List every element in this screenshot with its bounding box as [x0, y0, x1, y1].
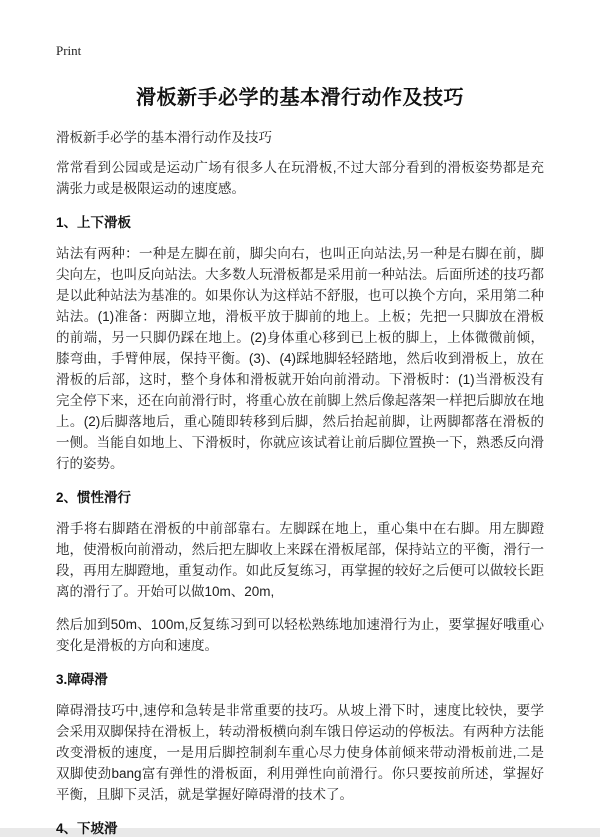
- section-2-paragraph-2: 然后加到50m、100m,反复练习到可以轻松熟练地加速滑行为止，要掌握好哦重心变化是滑板的方向和速度。: [56, 617, 544, 653]
- page-title: 滑板新手必学的基本滑行动作及技巧: [136, 87, 464, 109]
- section-heading-2: 2、惯性滑行: [56, 490, 132, 505]
- section-heading-3: 3.障碍滑: [56, 672, 108, 687]
- section-2-paragraph-1: 滑手将右脚踏在滑板的中前部靠右。左脚踩在地上，重心集中在右脚。用左脚蹬地，使滑板向前滑动，然后把左脚收上来踩在滑板尾部，保持站立的平衡，滑行一段，再用左脚蹬地，重复动作。如此反复练习，再掌握的较好之后便可以做较长距离的滑行了。开始可以做10m、20m,: [56, 521, 544, 599]
- section-heading-4: 4、下坡滑: [56, 821, 118, 836]
- section-1-paragraph: 站法有两种：一种是左脚在前，脚尖向右，也叫正向站法,另一种是右脚在前，脚尖向左，也叫反向站法。大多数人玩滑板都是采用前一种站法。后面所述的技巧都是以此种站法为基准的。如果你认为这样站不舒服，也可以换个方向，采用第二种站法。(1)准备：两脚立地，滑板平放于脚前的地上。上板；先把一只脚放在滑板的前端，另一只脚仍踩在地上。(2)身体重心移到已上板的脚上，上体微微前倾，膝弯曲，手臂伸展，保持平衡。(3)、(4)踩地脚轻轻踏地，然后收到滑板上，放在滑板的后部，这时，整个身体和滑板就开始向前滑动。下滑板时：(1)当滑板没有完全停下来，还在向前滑行时，将重心放在前脚上然后像起落架一样把后脚放在地上。(2)后脚落地后，重心随即转移到后脚，然后抬起前脚，让两脚都落在滑板的一侧。当能自如地上、下滑板时，你就应该试着让前后脚位置换一下，熟悉反向滑行的姿势。: [56, 246, 544, 471]
- print-button[interactable]: Print: [56, 43, 82, 58]
- article-subtitle: 滑板新手必学的基本滑行动作及技巧: [56, 130, 272, 145]
- intro-paragraph: 常常看到公园或是运动广场有很多人在玩滑板,不过大部分看到的滑板姿势都是充满张力或是极限运动的速度感。: [56, 160, 544, 196]
- section-heading-1: 1、上下滑板: [56, 215, 132, 230]
- section-3-paragraph: 障碍滑技巧中,速停和急转是非常重要的技巧。从坡上滑下时，速度比较快，要学会采用双脚保持在滑板上，转动滑板横向刹车饿日停运动的停板法。有两种方法能改变滑板的速度，一是用后脚控制刹车重心尽力使身体前倾来带动滑板前进,二是双脚使劲bang富有弹性的滑板面，利用弹性向前滑行。你只要按前所述，掌握好平衡，且脚下灵活，就是掌握好障碍滑的技术了。: [56, 703, 544, 802]
